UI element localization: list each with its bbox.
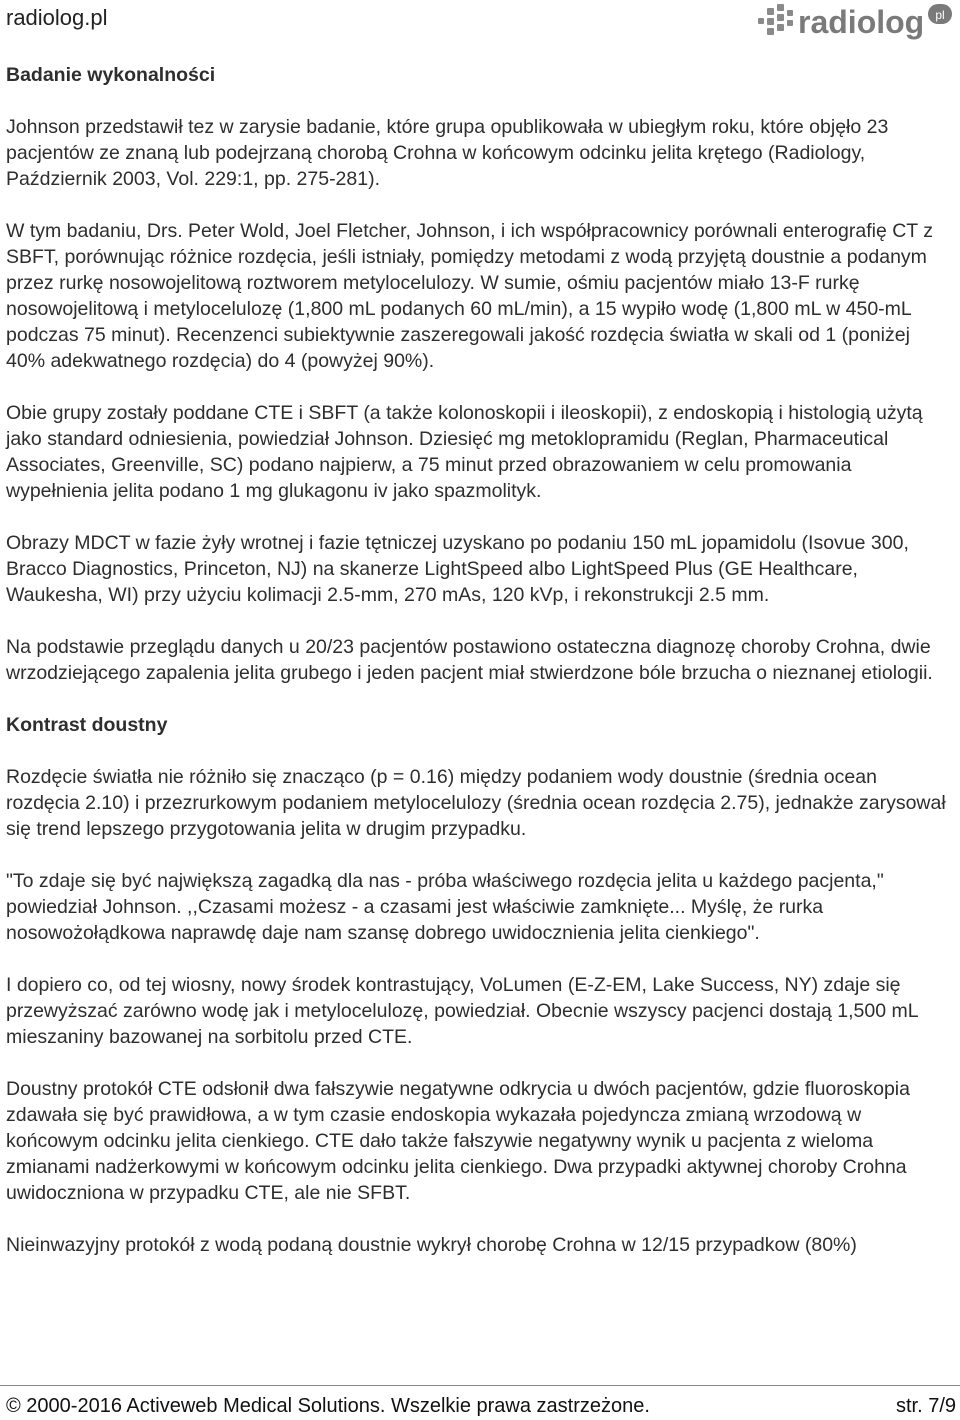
paragraph-4: Obrazy MDCT w fazie żyły wrotnej i fazie tętniczej uzyskano po podaniu 150 mL jopamidolu (Isovue 300, Bracco Diagnostics, Princeton, NJ) na skanerze LightSpeed albo LightSpeed Plus (GE Healthcare, Waukesha, WI) przy użyciu kolimacji 2.5-mm, 270 mAs, 120 kVp, i rekonstrukcji 2.5 mm. (6, 532, 909, 606)
page-number: str. 7/9 (895, 1395, 956, 1417)
article-content (6, 62, 951, 1258)
paragraph-8: I dopiero co, od tej wiosny, nowy środek kontrastujący, VoLumen (E-Z-EM, Lake Success, NY) zdaje się przewyższać zarówno wodę jak i metylocelulozę, powiedział. Obecnie wszyscy pacjenci dostają 1,500 mL mieszaniny bazowanej na sorbitolu przed CTE. (6, 974, 918, 1048)
logo-superscript: pl (935, 8, 945, 22)
paragraph-1: Johnson przedstawił tez w zarysie badanie, które grupa opublikowała w ubiegłym roku, które objęło 23 pacjentów ze znaną lub podejrzaną chorobą Crohna w końcowym odcinku jelita krętego (Radiology, Październik 2003, Vol. 229:1, pp. 275-281). (6, 116, 889, 190)
section-heading-feasibility: Badanie wykonalności (6, 64, 216, 86)
paragraph-7: "To zdaje się być największą zagadką dla nas - próba właściwego rozdęcia jelita u każdego pacjenta," powiedział Johnson. ,,Czasami możesz - a czasami jest właściwie zamknięte... Myślę, że rurka nosowożołądkowa naprawdę daje nam szansę dobrego uwidocznienia jelita cienkiego". (6, 870, 884, 944)
section-heading-oral-contrast: Kontrast doustny (6, 714, 168, 736)
paragraph-5: Na podstawie przeglądu danych u 20/23 pacjentów postawiono ostateczna diagnozę choroby Crohna, dwie wrzodziejącego zapalenia jelita grubego i jeden pacjent miał stwierdzone bóle brzucha o nieznanej etiologii. (6, 636, 933, 684)
paragraph-10: Nieinwazyjny protokół z wodą podaną doustnie wykrył chorobę Crohna w 12/15 przypadkow (80%) (6, 1234, 857, 1256)
radiolog-logo (756, 0, 956, 44)
page-footer (0, 1385, 960, 1420)
paragraph-2: W tym badaniu, Drs. Peter Wold, Joel Fletcher, Johnson, i ich współpracownicy porównali enterografię CT z SBFT, porównując różnice rozdęcia, jeśli istniały, pomiędzy metodami z wodą przyjętą doustnie a podanym przez rurkę nosowojelitową roztworem metylocelulozy. W sumie, ośmiu pacjentów miało 13-F rurkę nosowojelitową i metylocelulozę (1,800 mL podanych 60 mL/min), a 15 wypiło wodę (1,800 mL w 450-mL podczas 75 minut). Recenzenci subiektywnie zaszeregowali jakość rozdęcia światła w skali od 1 (poniżej 40% adekwatnego rozdęcia) do 4 (powyżej 90%). (6, 220, 934, 372)
logo-dots-icon (758, 4, 793, 35)
paragraph-9: Doustny protokół CTE odsłonił dwa fałszywie negatywne odkrycia u dwóch pacjentów, gdzie fluoroskopia zdawała się być prawidłowa, a w tym czasie endoskopia wykazała pojedyncza zmianą wrzodową w końcowym odcinku jelita cienkiego. CTE dało także fałszywie negatywny wynik u pacjenta z wieloma zmianami nadżerkowymi w końcowym odcinku jelita cienkiego. Dwa przypadki aktywnej choroby Crohna uwidoczniona w przypadku CTE, ale nie SFBT. (6, 1078, 910, 1204)
paragraph-3: Obie grupy zostały poddane CTE i SBFT (a także kolonoskopii i ileoskopii), z endoskopią i histologią użytą jako standard odniesienia, powiedział Johnson. Dziesięć mg metoklopramidu (Reglan, Pharmaceutical Associates, Greenville, SC) podano najpierw, a 75 minut przed obrazowaniem w celu promowania wypełnienia jelita podano 1 mg glukagonu iv jako spazmolityk. (6, 402, 923, 502)
logo-text: radiolog (798, 4, 925, 40)
copyright-text: © 2000-2016 Activeweb Medical Solutions. Wszelkie prawa zastrzeżone. (6, 1395, 650, 1417)
site-name: radiolog.pl (6, 5, 108, 30)
paragraph-6: Rozdęcie światła nie różniło się znacząco (p = 0.16) między podaniem wody doustnie (średnia ocean rozdęcia 2.10) i przezrurkowym podaniem metylocelulozy (średnia ocean rozdęcia 2.75), jednakże zarysował się trend lepszego przygotowania jelita w drugim przypadku. (6, 766, 946, 840)
